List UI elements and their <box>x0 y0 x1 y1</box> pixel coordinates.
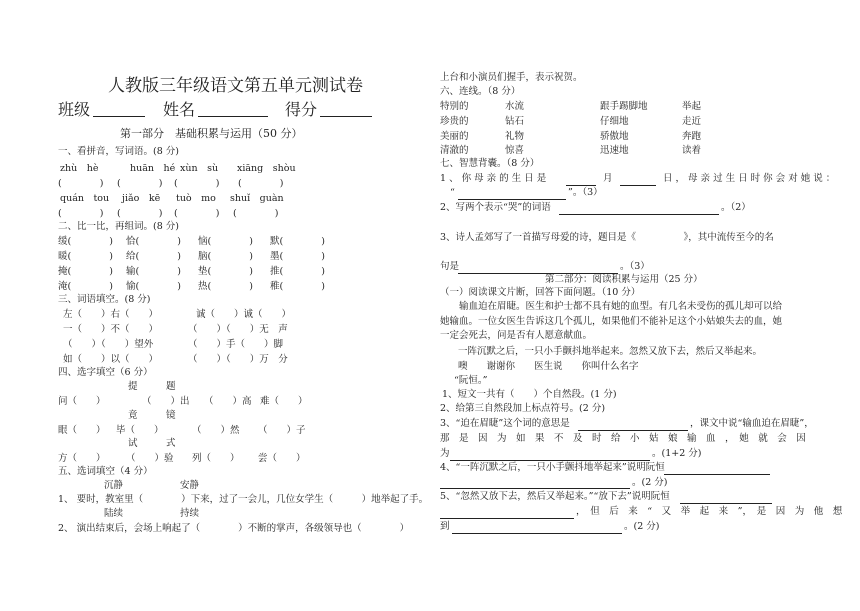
char-item[interactable]: 毕（ ） <box>116 425 164 436</box>
continued-text: 上台和小演员们握手，表示祝贺。 <box>440 72 583 83</box>
pinyin: zhù hè <box>60 163 99 174</box>
match-item[interactable]: 珍贵的 <box>440 116 469 127</box>
pinyin: huān hé <box>130 163 176 174</box>
score-blank[interactable] <box>320 103 372 117</box>
question-text: 1 、 你 母 亲 的 生 日 是 <box>440 173 547 184</box>
answer-blank[interactable]: ( ) <box>174 208 220 219</box>
reading-question: ， 但 后 来 “ 又 举 起 来 ”， 是 因 为 他 想 <box>576 506 843 517</box>
fill-question[interactable]: 1、 要时，教室里（ ）下来，过了一会儿，几位女学生（ ）地举起了手。 <box>58 494 429 505</box>
answer-line[interactable] <box>566 172 596 186</box>
reading-question: 2、给第三自然段加上标点符号。(2 分) <box>440 403 606 414</box>
char-item[interactable]: （ ）验 <box>126 453 174 464</box>
answer-line[interactable] <box>452 520 622 534</box>
pinyin: shuǐ guàn <box>230 193 284 204</box>
answer-line[interactable] <box>620 172 656 186</box>
answer-blank[interactable]: ( ) <box>58 178 104 189</box>
section6-heading: 六、连线。（8 分） <box>440 86 521 97</box>
compare-item[interactable]: 默( ) <box>270 236 325 247</box>
answer-line[interactable] <box>578 417 688 431</box>
match-item[interactable]: 奔跑 <box>682 131 702 142</box>
compare-item[interactable]: 墨( ) <box>270 251 325 262</box>
reading-question: 。(2 分) <box>632 477 668 488</box>
pinyin: tuò mo <box>176 193 216 204</box>
compare-item[interactable]: 淹( ) <box>58 281 113 292</box>
section3-heading: 三、词语填空。(8 分) <box>58 294 151 305</box>
fill-question[interactable]: 2、 演出结束后，会场上响起了（ ）不断的掌声，各级领导也（ ） <box>58 523 410 534</box>
compare-item[interactable]: 脑( ) <box>198 251 253 262</box>
match-item[interactable]: 举起 <box>682 101 702 112</box>
compare-item[interactable]: 稚( ) <box>270 281 325 292</box>
char-item[interactable]: 难（ ） <box>260 396 308 407</box>
answer-blank[interactable]: ( ) <box>238 178 284 189</box>
reading-answer: “阮恒。” <box>454 375 488 386</box>
section4-heading: 四、选字填空（6 分） <box>58 367 153 378</box>
match-item[interactable]: 钻石 <box>505 116 525 127</box>
char-item[interactable]: 尝（ ） <box>258 453 306 464</box>
reading-question: 。(2 分) <box>624 521 660 532</box>
class-blank[interactable] <box>93 103 145 117</box>
reading-question: 3、“迫在眉睫”这个词的意思是 <box>440 418 570 429</box>
question-text: “ <box>450 187 455 198</box>
compare-item[interactable]: 恰( ) <box>126 236 181 247</box>
section1-heading: 一、看拼音，写词语。(8 分) <box>58 146 179 157</box>
pinyin: xiāng shòu <box>237 163 296 174</box>
compare-item[interactable]: 推( ) <box>270 266 325 277</box>
match-item[interactable]: 迅速地 <box>600 145 629 156</box>
match-item[interactable]: 跟手踢脚地 <box>600 101 648 112</box>
reading-heading: （一）阅读课文片断，回答下面问题。（10 分） <box>440 287 641 298</box>
match-item[interactable]: 清澈的 <box>440 145 469 156</box>
answer-line[interactable] <box>664 461 770 475</box>
answer-line[interactable] <box>440 475 630 489</box>
section5-heading: 五、选词填空（4 分） <box>58 466 153 477</box>
reading-question[interactable]: 1、短文一共有（ ）个自然段。(1 分) <box>442 389 617 400</box>
compare-item[interactable]: 热( ) <box>198 281 253 292</box>
match-item[interactable]: 美丽的 <box>440 131 469 142</box>
section2-heading: 二、比一比，再组词。(8 分) <box>58 221 179 232</box>
char-item[interactable]: （ ）高 <box>204 396 252 407</box>
char-options: 试 式 <box>128 438 176 449</box>
score-label: 得分 <box>285 100 318 119</box>
idiom-item[interactable]: （ ）（ ）望外 <box>63 339 154 350</box>
question-text: 。（3） <box>620 261 650 272</box>
char-item[interactable]: （ ）然 <box>192 425 240 436</box>
char-item[interactable]: 问（ ） <box>58 396 106 407</box>
idiom-item[interactable]: 一（ ）不（ ） <box>63 324 159 335</box>
compare-item[interactable]: 恼( ) <box>198 236 253 247</box>
reading-dialog[interactable]: 噢 谢谢你 医生说 你叫什么名字 <box>458 361 639 372</box>
reading-question: 为 <box>440 448 450 459</box>
question-text: 3、诗人孟郊写了一首描写母爱的诗，题目是《 》，其中流传至今的名 <box>440 232 774 243</box>
word-options: 沉静 安静 <box>104 480 200 491</box>
question-text: 日 ， 母 亲 过 生 日 时 你 会 对 她 说 ： <box>663 173 836 184</box>
compare-item[interactable]: 掩( ) <box>58 266 113 277</box>
answer-blank[interactable]: ( ) <box>58 208 104 219</box>
match-item[interactable]: 读着 <box>682 145 702 156</box>
question-text: 句是 <box>440 261 460 272</box>
compare-item[interactable]: 暖( ) <box>58 251 113 262</box>
reading-paragraph: 一阵沉默之后，一只小手颤抖地举起来。忽然又放下去，然后又举起来。 <box>458 346 763 357</box>
reading-question: 那 是 因 为 如 果 不 及 时 给 小 姑 娘 输 血 ， 她 就 会 因 <box>440 433 806 444</box>
question-text: 月 <box>603 173 613 184</box>
question-text: 2、写两个表示“哭”的词语 <box>440 202 551 213</box>
name-label: 姓名 <box>163 100 196 119</box>
reading-question: 到 <box>440 521 450 532</box>
answer-blank[interactable]: ( ) <box>233 208 279 219</box>
compare-item[interactable]: 输( ) <box>126 266 181 277</box>
compare-item[interactable]: 垫( ) <box>198 266 253 277</box>
question-text: ”。（3） <box>568 187 603 198</box>
char-options: 竟 镜 <box>128 410 176 421</box>
answer-blank[interactable]: ( ) <box>174 178 220 189</box>
answer-line[interactable] <box>458 186 566 200</box>
match-item[interactable]: 惊喜 <box>505 145 525 156</box>
answer-blank[interactable]: ( ) <box>117 208 163 219</box>
idiom-item[interactable]: （ ）（ ）无 声 <box>188 324 288 335</box>
idiom-item[interactable]: 左（ ）右（ ） <box>63 309 159 320</box>
match-item[interactable]: 水流 <box>505 101 525 112</box>
pinyin: xùn sù <box>180 163 219 174</box>
reading-question: 。(1+2 分) <box>652 448 702 459</box>
part2-title: 第二部分：阅读积累与运用（25 分） <box>545 274 703 285</box>
class-label: 班级 <box>58 100 91 119</box>
pinyin: jiǎo kē <box>122 193 161 204</box>
compare-item[interactable]: 给( ) <box>126 251 181 262</box>
idiom-item[interactable]: （ ）手（ ）脚 <box>188 339 284 350</box>
answer-line[interactable] <box>680 490 772 504</box>
question-text: 。（2） <box>721 202 751 213</box>
answer-line[interactable] <box>559 201 719 215</box>
reading-question: ，课文中说“输血迫在眉睫”， <box>690 418 814 429</box>
section7-heading: 七、智慧背囊。（8 分） <box>440 158 540 169</box>
word-options: 陆续 持续 <box>104 508 200 519</box>
exam-title: 人教版三年级语文第五单元测试卷 <box>108 76 363 96</box>
match-item[interactable]: 礼物 <box>505 131 525 142</box>
reading-paragraph: 输血迫在眉睫。医生和护士都不具有她的血型。有几名未受伤的孤儿却可以给她输血。一位女医生告诉这几个孤儿，如果他们不能补足这个小姑娘失去的血，她一定会死去，问是否有人愿意献血。 <box>440 301 783 341</box>
pinyin: quán tou <box>60 193 110 204</box>
idiom-item[interactable]: （ ）（ ）万 分 <box>188 354 288 365</box>
name-blank[interactable] <box>198 103 268 117</box>
compare-item[interactable]: 愉( ) <box>126 281 181 292</box>
char-item[interactable]: 眼（ ） <box>58 425 106 436</box>
match-item[interactable]: 走近 <box>682 116 702 127</box>
char-options: 提 题 <box>128 381 176 392</box>
answer-line[interactable] <box>440 505 574 519</box>
match-item[interactable]: 仔细地 <box>600 116 629 127</box>
answer-line[interactable] <box>458 260 618 274</box>
part1-title: 第一部分 基础积累与运用（50 分） <box>120 127 303 140</box>
char-item[interactable]: （ ）子 <box>258 425 306 436</box>
answer-line[interactable] <box>450 447 650 461</box>
char-item[interactable]: （ ）出 <box>142 396 190 407</box>
idiom-item[interactable]: 诚（ ）诚（ ） <box>196 309 292 320</box>
compare-item[interactable]: 缓( ) <box>58 236 113 247</box>
match-item[interactable]: 特别的 <box>440 101 469 112</box>
reading-question: 5、“忽然又放下去，然后又举起来。”“放下去”说明阮恒 <box>440 491 670 502</box>
reading-question: 4、“一阵沉默之后，一只小手颤抖地举起来”说明阮恒 <box>440 462 665 473</box>
char-item[interactable]: 方（ ） <box>58 453 106 464</box>
idiom-item[interactable]: 如（ ）以（ ） <box>63 354 159 365</box>
answer-blank[interactable]: ( ) <box>117 178 163 189</box>
match-item[interactable]: 骄傲地 <box>600 131 629 142</box>
char-item[interactable]: 列（ ） <box>192 453 240 464</box>
